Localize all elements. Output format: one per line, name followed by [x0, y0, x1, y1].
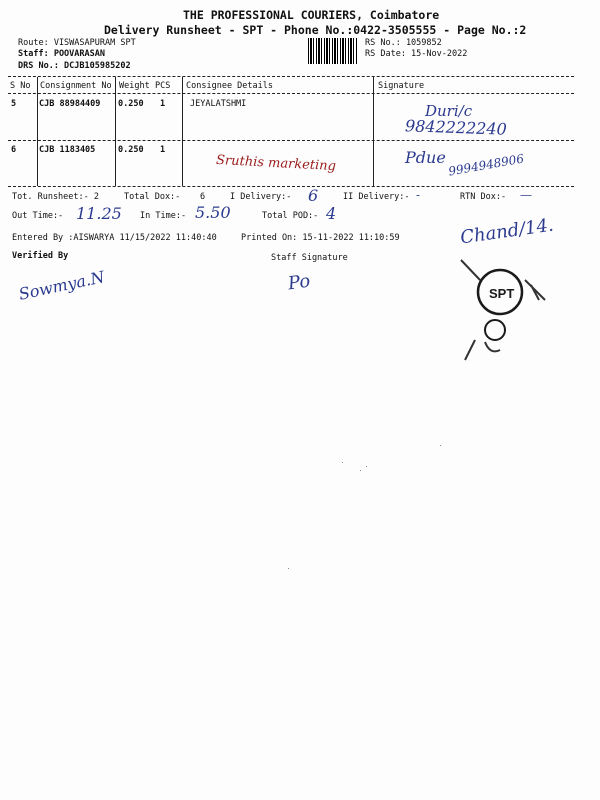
row-sno: 6 [11, 145, 17, 155]
in-time-label: In Time:- [140, 211, 187, 221]
ii-delivery-label: II Delivery:- [343, 192, 410, 202]
verified-by-label: Verified By [12, 251, 69, 261]
row-consignment: CJB 88984409 [39, 99, 101, 109]
row-weight: 0.250 [118, 145, 144, 155]
signature-scribble: Pdue [405, 148, 446, 167]
total-runsheet: Tot. Runsheet:- 2 [12, 192, 99, 202]
total-pod-label: Total POD:- [262, 211, 319, 221]
signature-phone: 9842222240 [404, 116, 508, 139]
out-time-label: Out Time:- [12, 211, 64, 221]
col-divider [115, 77, 116, 186]
col-header-consignee: Consignee Details [186, 81, 273, 91]
stamp-text: SPT [489, 286, 515, 301]
entered-by: Entered By :AISWARYA 11/15/2022 11:40:40 [12, 233, 217, 243]
printed-on: Printed On: 15-11-2022 11:10:59 [241, 233, 400, 243]
barcode [308, 38, 358, 64]
table-header-rule [8, 93, 574, 94]
in-time-value: 5.50 [195, 203, 231, 222]
side-note: Chand/14. [458, 214, 555, 249]
route-label: Route: VISWASAPURAM SPT [18, 38, 136, 48]
signature-scribble: Duri/c [425, 102, 473, 120]
rs-number: RS No.: 1059852 [365, 38, 442, 48]
col-header-sno: S No [10, 81, 31, 91]
verified-signature: Sowmya.N [16, 267, 107, 304]
ii-delivery-value: - [416, 188, 421, 202]
col-divider [182, 77, 183, 186]
stamp-icon [455, 250, 565, 370]
row-consignee: JEYALATSHMI [190, 99, 247, 109]
i-delivery-value: 6 [308, 186, 319, 205]
rtn-dox-value: — [520, 188, 532, 202]
row-weight: 0.250 [118, 99, 144, 109]
row-consignment: CJB 1183405 [39, 145, 96, 155]
staff-signature-label: Staff Signature [271, 253, 348, 263]
col-header-weight: Weight [119, 81, 150, 91]
rs-date: RS Date: 15-Nov-2022 [365, 49, 468, 59]
total-dox-label: Total Dox:- [124, 192, 181, 202]
i-delivery-label: I Delivery:- [230, 192, 292, 202]
total-dox-value: 6 [200, 192, 206, 202]
table-row-rule [8, 140, 574, 141]
signature-phone: 9994948906 [447, 151, 525, 179]
col-divider [37, 77, 38, 186]
staff-signature: Po [286, 270, 312, 295]
col-header-signature: Signature [378, 81, 425, 91]
runsheet-title: Delivery Runsheet - SPT - Phone No.:0422-3505555 - Page No.:2 [104, 23, 527, 37]
row-pcs: 1 [160, 99, 166, 109]
company-name: THE PROFESSIONAL COURIERS, Coimbatore [183, 8, 440, 22]
total-pod-value: 4 [326, 204, 337, 223]
table-bottom-rule [8, 186, 574, 187]
col-header-pcs: PCS [155, 81, 171, 91]
col-header-consignment: Consignment No [40, 81, 112, 91]
col-divider [373, 77, 374, 186]
table-top-rule [8, 76, 574, 77]
out-time-value: 11.25 [76, 204, 122, 223]
drs-label: DRS No.: DCJB105985202 [18, 61, 131, 71]
handwritten-consignee: Sruthis marketing [215, 152, 337, 175]
row-sno: 5 [11, 99, 17, 109]
row-pcs: 1 [160, 145, 166, 155]
staff-label: Staff: POOVARASAN [18, 49, 105, 59]
rtn-dox-label: RTN Dox:- [460, 192, 507, 202]
